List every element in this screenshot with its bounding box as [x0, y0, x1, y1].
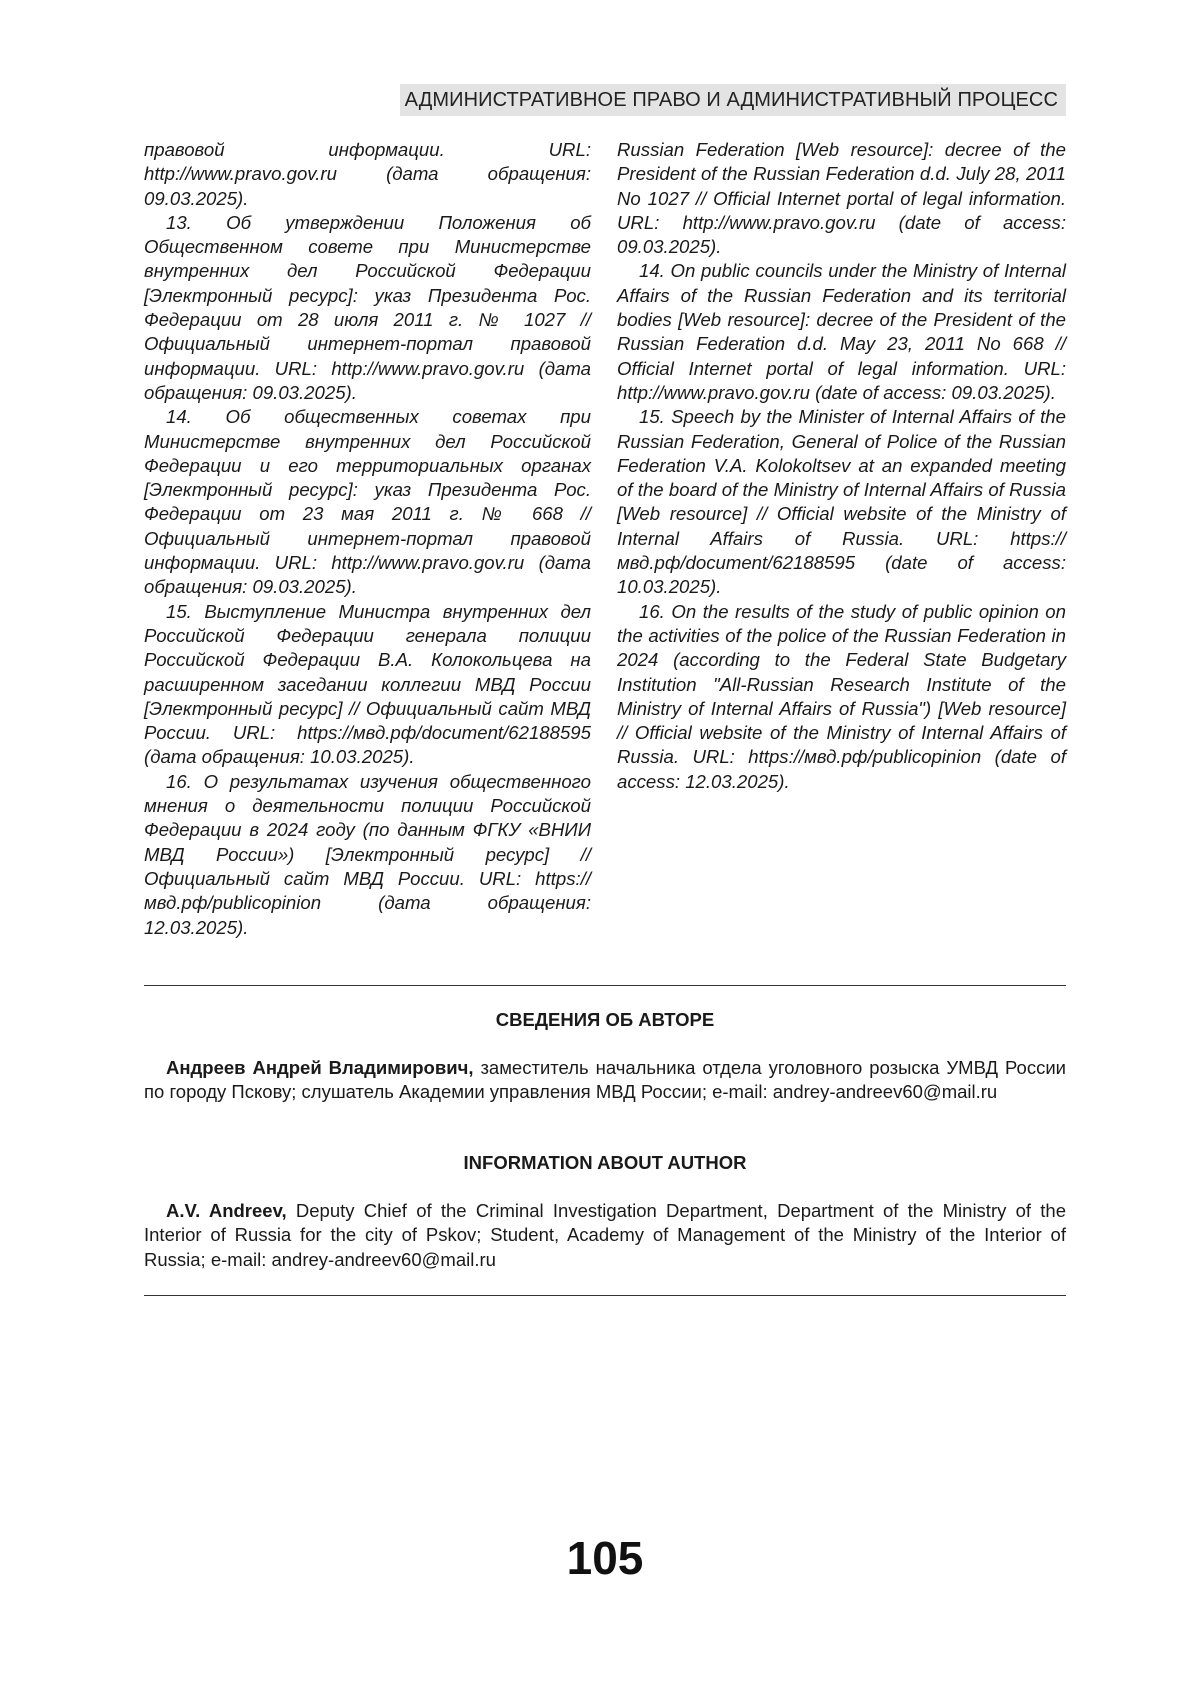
author-name-en: A.V. Andreev,	[166, 1200, 287, 1221]
reference-13-continuation-en: Russian Federation [Web resource]: decree of the President of the Russian Federation d.d. July 28, 2011 No 1027 // Official Internet portal of legal information. URL: http://www.pravo.gov.ru (date of access: 09.03.2025).	[617, 139, 1066, 258]
reference-12-continuation-ru: правовой информации. URL: http://www.pravo.gov.ru (дата обращения: 09.03.2025).	[144, 139, 591, 209]
reference-15-en: 15. Speech by the Minister of Internal Affairs of the Russian Federation, General of Police of the Russian Federation V.A. Kolokoltsev at an expanded meeting of the board of the Ministry of Internal Affairs of Russia [Web resource] // Official website of the Ministry of Internal Affairs of Russia. URL: https://мвд.рф/document/62188595 (date of access: 10.03.2025).	[617, 406, 1066, 598]
reference-16-en: 16. On the results of the study of public opinion on the activities of the police of the Russian Federation in 2024 (according to the Federal State Budgetary Institution "All-Russian Research Institute of the Ministry of Internal Affairs of Russia") [Web resource] // Official website of the Ministry of Internal Affairs of Russia. URL: https://мвд.рф/publicopinion (date of access: 12.03.2025).	[617, 600, 1066, 792]
divider-bottom	[144, 1295, 1066, 1296]
reference-15-ru: 15. Выступление Министра внутренних дел Российской Федерации генерала полиции Российской Федерации В.А. Колокольцева на расширенном заседании коллегии МВД России [Электронный ресурс] // Официальный сайт МВД России. URL: https://мвд.рф/document/62188595 (дата обращения: 10.03.2025).	[144, 600, 591, 768]
running-header: АДМИНИСТРАТИВНОЕ ПРАВО И АДМИНИСТРАТИВНЫЙ ПРОЦЕСС	[400, 84, 1066, 116]
reference-16-ru: 16. О результатах изучения общественного мнения о деятельности полиции Российской Федерации в 2024 году (по данным ФГКУ «ВНИИ МВД России») [Электронный ресурс] // Официальный сайт МВД России. URL: https://мвд.рф/publicopinion (дата обращения: 12.03.2025).	[144, 770, 591, 938]
page-number: 105	[566, 1532, 644, 1584]
author-heading-ru: СВЕДЕНИЯ ОБ АВТОРЕ	[495, 1009, 715, 1030]
references-column-english	[617, 138, 1066, 794]
reference-14-ru: 14. Об общественных советах при Министерстве внутренних дел Российской Федерации и его территориальных органах [Электронный ресурс]: указ Президента Рос. Федерации от 23 мая 2011 г. № 668 // Официальный интернет-портал правовой информации. URL: http://www.pravo.gov.ru (дата обращения: 09.03.2025).	[144, 406, 591, 598]
references-column-russian	[144, 138, 591, 940]
author-heading-en: INFORMATION ABOUT AUTHOR	[463, 1152, 747, 1173]
author-details-ru: заместитель начальника отдела уголовного розыска УМВД России по городу Пскову; слушатель Академии управления МВД России; e-mail: andrey-andreev60@mail.ru	[144, 1057, 1066, 1103]
author-info-ru	[144, 1056, 1066, 1105]
divider-top	[144, 985, 1066, 986]
author-details-en: Deputy Chief of the Criminal Investigation Department, Department of the Ministry of the Interior of Russia for the city of Pskov; Student, Academy of Management of the Ministry of the Interior of Russia; e-mail: andrey-andreev60@mail.ru	[144, 1200, 1066, 1270]
reference-14-en: 14. On public councils under the Ministry of Internal Affairs of the Russian Federation and its territorial bodies [Web resource]: decree of the President of the Russian Federation d.d. May 23, 2011 No 668 // Official Internet portal of legal information. URL: http://www.pravo.gov.ru (date of access: 09.03.2025).	[617, 260, 1066, 403]
author-info-en	[144, 1199, 1066, 1272]
reference-13-ru: 13. Об утверждении Положения об Общественном совете при Министерстве внутренних дел Российской Федерации [Электронный ресурс]: указ Президента Рос. Федерации от 28 июля 2011 г. № 1027 // Официальный интернет-портал правовой информации. URL: http://www.pravo.gov.ru (дата обращения: 09.03.2025).	[144, 211, 591, 403]
author-name-ru: Андреев Андрей Владимирович,	[166, 1057, 474, 1078]
